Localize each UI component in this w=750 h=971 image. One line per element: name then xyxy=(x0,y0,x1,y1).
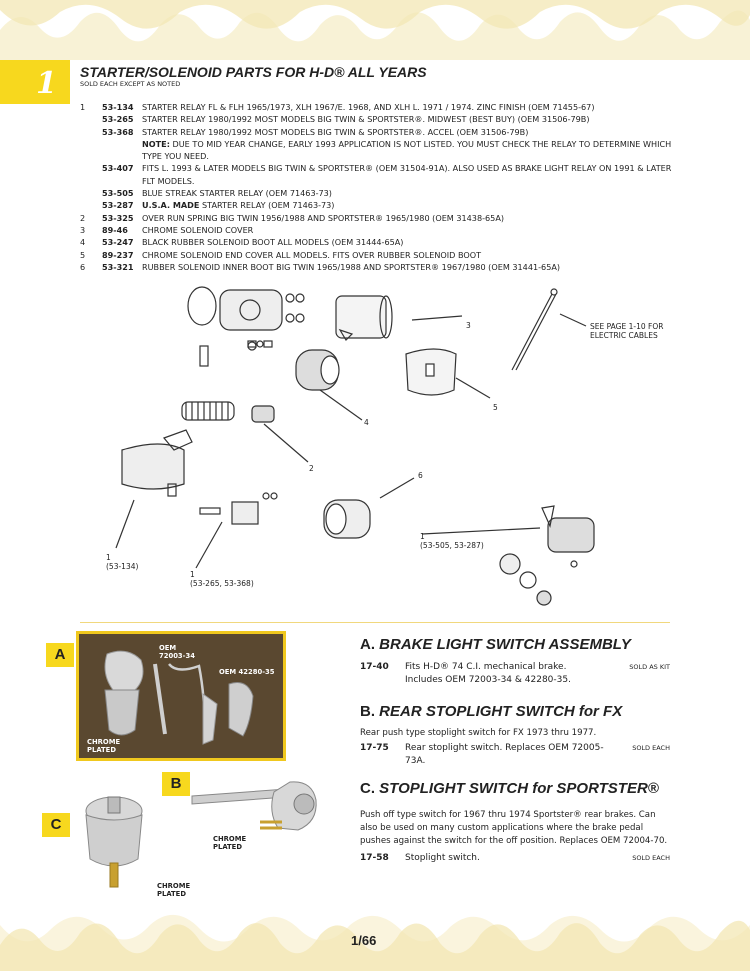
note-label: NOTE: xyxy=(142,138,170,149)
callout-line-6 xyxy=(380,478,414,498)
part-description: CHROME SOLENOID END COVER ALL MODELS. FITS OVER RUBBER SOLENOID BOOT xyxy=(142,249,482,260)
chrome-cover-part xyxy=(336,296,392,340)
parts-row xyxy=(80,162,680,187)
chrome-label-line: PLATED xyxy=(157,890,186,898)
section-heading: STOPLIGHT SWITCH for SPORTSTER® xyxy=(379,780,659,797)
relay-callout-number: 1 xyxy=(106,553,111,562)
parts-index xyxy=(80,199,102,211)
parts-index xyxy=(80,126,102,138)
photo-b-letter: B xyxy=(162,772,190,796)
inner-boot-part xyxy=(324,500,370,538)
section-b-title xyxy=(360,703,622,720)
relay-label-53-265 xyxy=(190,570,254,588)
parts-list xyxy=(80,101,680,273)
product-item xyxy=(360,661,670,689)
part-number: 17-58 xyxy=(360,853,389,863)
callout-line-4 xyxy=(320,390,362,420)
relay-53-134-part xyxy=(122,430,192,496)
part-number xyxy=(102,138,142,163)
chrome-plated-label xyxy=(87,738,120,754)
parts-index: 1 xyxy=(80,102,86,112)
parts-row xyxy=(80,249,680,261)
part-description: Fits H-D® 74 C.I. mechanical brake. Includes OEM 72003-34 & 42280-35. xyxy=(405,662,571,685)
part-number: 53-368 xyxy=(102,126,134,137)
parts-index: 6 xyxy=(80,261,86,272)
section-c-title xyxy=(360,780,659,797)
part-description: Stoplight switch. xyxy=(405,853,480,863)
rubber-boot-part xyxy=(296,350,339,390)
cable-part xyxy=(512,289,557,370)
parts-row xyxy=(80,126,680,138)
spring-part xyxy=(182,402,274,422)
page-title: STARTER/SOLENOID PARTS FOR H-D® ALL YEARS xyxy=(80,64,427,80)
part-description xyxy=(142,199,680,211)
section-a-title xyxy=(360,636,631,653)
chrome-label-line: CHROME xyxy=(157,882,191,890)
exploded-diagram xyxy=(100,278,700,608)
relay-53-265-part xyxy=(200,493,277,524)
parts-row xyxy=(80,261,680,273)
part-description: BLACK RUBBER SOLENOID BOOT ALL MODELS (OEM 31444-65A) xyxy=(142,237,404,248)
parts-index: 4 xyxy=(80,237,86,248)
parts-index xyxy=(80,162,102,187)
oem-label-line: OEM xyxy=(159,644,177,652)
bracket-part xyxy=(200,346,208,366)
parts-index: 3 xyxy=(80,224,86,235)
part-description: OVER RUN SPRING BIG TWIN 1956/1988 AND SPORTSTER® 1965/1980 (OEM 31438-65A) xyxy=(142,212,505,223)
section-c-description: Push off type switch for 1967 thru 1974 Sportster® rear brakes. Can also be used on many custom applications where the brake pedal pushes against the switch for the off position. Replaces OEM 72004-70. xyxy=(360,810,668,846)
sold-as: SOLD AS KIT xyxy=(629,663,670,671)
relay-callout-number: 1 xyxy=(420,532,425,541)
callout-line-relay-1 xyxy=(116,500,134,548)
part-number: 53-325 xyxy=(102,212,134,223)
see-page-note: SEE PAGE 1-10 FOR ELECTRIC CABLES xyxy=(590,322,664,340)
chrome-label-line: CHROME xyxy=(213,835,247,843)
parts-row xyxy=(80,212,680,224)
parts-row xyxy=(80,199,680,211)
note-text: DUE TO MID YEAR CHANGE, EARLY 1993 APPLICATION IS NOT LISTED. YOU MUST CHECK THE RELAY TO DETERMINE WHICH TYPE YOU NEED. xyxy=(142,138,672,162)
part-description-text: STARTER RELAY (OEM 71463-73) xyxy=(199,200,335,211)
parts-row xyxy=(80,224,680,236)
part-description: STARTER RELAY 1980/1992 MOST MODELS BIG TWIN & SPORTSTER®. ACCEL (OEM 31506-79B) xyxy=(142,126,529,137)
parts-index xyxy=(80,187,102,199)
part-description xyxy=(142,138,680,163)
section-heading: REAR STOPLIGHT SWITCH for FX xyxy=(379,703,623,720)
section-number: 1 xyxy=(36,66,57,101)
part-description: Rear stoplight switch. Replaces OEM 72005-73A. xyxy=(405,743,604,766)
callout-line-2 xyxy=(264,424,308,462)
chrome-plated-label xyxy=(213,835,246,851)
part-description: BLUE STREAK STARTER RELAY (OEM 71463-73) xyxy=(142,188,332,199)
sold-as: SOLD EACH xyxy=(632,854,670,862)
part-number: 53-505 xyxy=(102,188,134,199)
relay-callout-part: (53-265, 53-368) xyxy=(190,579,254,588)
product-item xyxy=(360,742,670,770)
o-ring-part xyxy=(188,287,216,325)
part-number: 17-75 xyxy=(360,743,389,753)
section-letter: A. xyxy=(360,636,375,653)
photo-a-letter: A xyxy=(46,643,74,667)
part-number: 53-247 xyxy=(102,237,134,248)
relay-53-505-part xyxy=(500,506,594,605)
bolt-part xyxy=(248,342,256,350)
callout-line-3 xyxy=(412,316,462,320)
part-number: 53-265 xyxy=(102,114,134,125)
callout-line-cable xyxy=(560,314,586,326)
parts-row xyxy=(80,113,680,125)
part-number: 17-40 xyxy=(360,662,389,672)
oem-label-line: 72003-34 xyxy=(159,652,195,660)
relay-callout-number: 1 xyxy=(190,570,195,579)
parts-row xyxy=(80,101,680,113)
stoplight-switch-sportster-image xyxy=(74,793,154,889)
part-description: STARTER RELAY 1980/1992 MOST MODELS BIG TWIN & SPORTSTER®. MIDWEST (BEST BUY) (OEM 31506-79B) xyxy=(142,114,590,125)
part-number: 89-46 xyxy=(102,224,128,235)
parts-row xyxy=(80,187,680,199)
oem-72003-label xyxy=(159,644,195,660)
part-description: STARTER RELAY FL & FLH 1965/1973, XLH 1967/E. 1968, AND XLH L. 1971 / 1974. ZINC FINISH (OEM 71455-67) xyxy=(142,102,595,112)
relay-label-53-505 xyxy=(420,532,484,550)
chrome-label-line: PLATED xyxy=(213,843,242,851)
callout-5: 5 xyxy=(493,403,498,412)
relay-callout-part: (53-505, 53-287) xyxy=(420,541,484,550)
callout-2: 2 xyxy=(309,464,314,473)
section-letter: B. xyxy=(360,703,375,720)
photo-c-letter: C xyxy=(42,813,70,837)
page-number: 1/66 xyxy=(351,933,377,948)
oem-42280-label: OEM 42280-35 xyxy=(219,668,275,676)
brake-light-switch-photo xyxy=(76,631,286,761)
part-number: 89-237 xyxy=(102,249,134,260)
part-description: FITS L. 1993 & LATER MODELS BIG TWIN & SPORTSTER® (OEM 31504-91A). ALSO USED AS BRAKE LIGHT RELAY ON 1991 & LATER FLT MODELS. xyxy=(142,163,672,186)
section-heading: BRAKE LIGHT SWITCH ASSEMBLY xyxy=(379,636,631,653)
parts-index: 5 xyxy=(80,249,86,260)
callout-line-relay-2 xyxy=(196,522,222,568)
section-b-description: Rear push type stoplight switch for FX 1973 thru 1977. xyxy=(360,728,597,738)
part-number: 53-407 xyxy=(102,163,134,174)
callout-4: 4 xyxy=(364,418,369,427)
page-subtitle: SOLD EACH EXCEPT AS NOTED xyxy=(80,80,181,88)
section-divider xyxy=(80,622,670,623)
part-description: RUBBER SOLENOID INNER BOOT BIG TWIN 1965/1988 AND SPORTSTER® 1967/1980 (OEM 31441-65A) xyxy=(142,261,561,272)
part-number: 53-287 xyxy=(102,200,134,211)
part-description: CHROME SOLENOID COVER xyxy=(142,224,254,235)
chrome-label-line: CHROME xyxy=(87,738,121,746)
sold-as: SOLD EACH xyxy=(632,744,670,752)
part-number: 53-321 xyxy=(102,261,134,272)
callout-6: 6 xyxy=(418,471,423,480)
chrome-label-line: PLATED xyxy=(87,746,116,754)
chrome-plated-label xyxy=(157,882,190,898)
relay-callout-part: (53-134) xyxy=(106,562,139,571)
section-tab xyxy=(0,60,70,104)
parts-index: 2 xyxy=(80,212,86,223)
end-cover-part xyxy=(406,349,456,395)
part-number: 53-134 xyxy=(102,102,134,112)
callout-3: 3 xyxy=(466,321,471,330)
flame-border-top xyxy=(0,0,750,60)
made-in-label: U.S.A. MADE xyxy=(142,200,200,211)
parts-index xyxy=(80,113,102,125)
product-item xyxy=(360,852,670,866)
solenoid-body-part xyxy=(220,290,304,347)
parts-row xyxy=(80,236,680,248)
callout-line-5 xyxy=(456,378,490,398)
parts-row xyxy=(80,138,680,163)
parts-index xyxy=(80,138,102,163)
section-letter: C. xyxy=(360,780,375,797)
relay-label-53-134 xyxy=(106,553,138,571)
